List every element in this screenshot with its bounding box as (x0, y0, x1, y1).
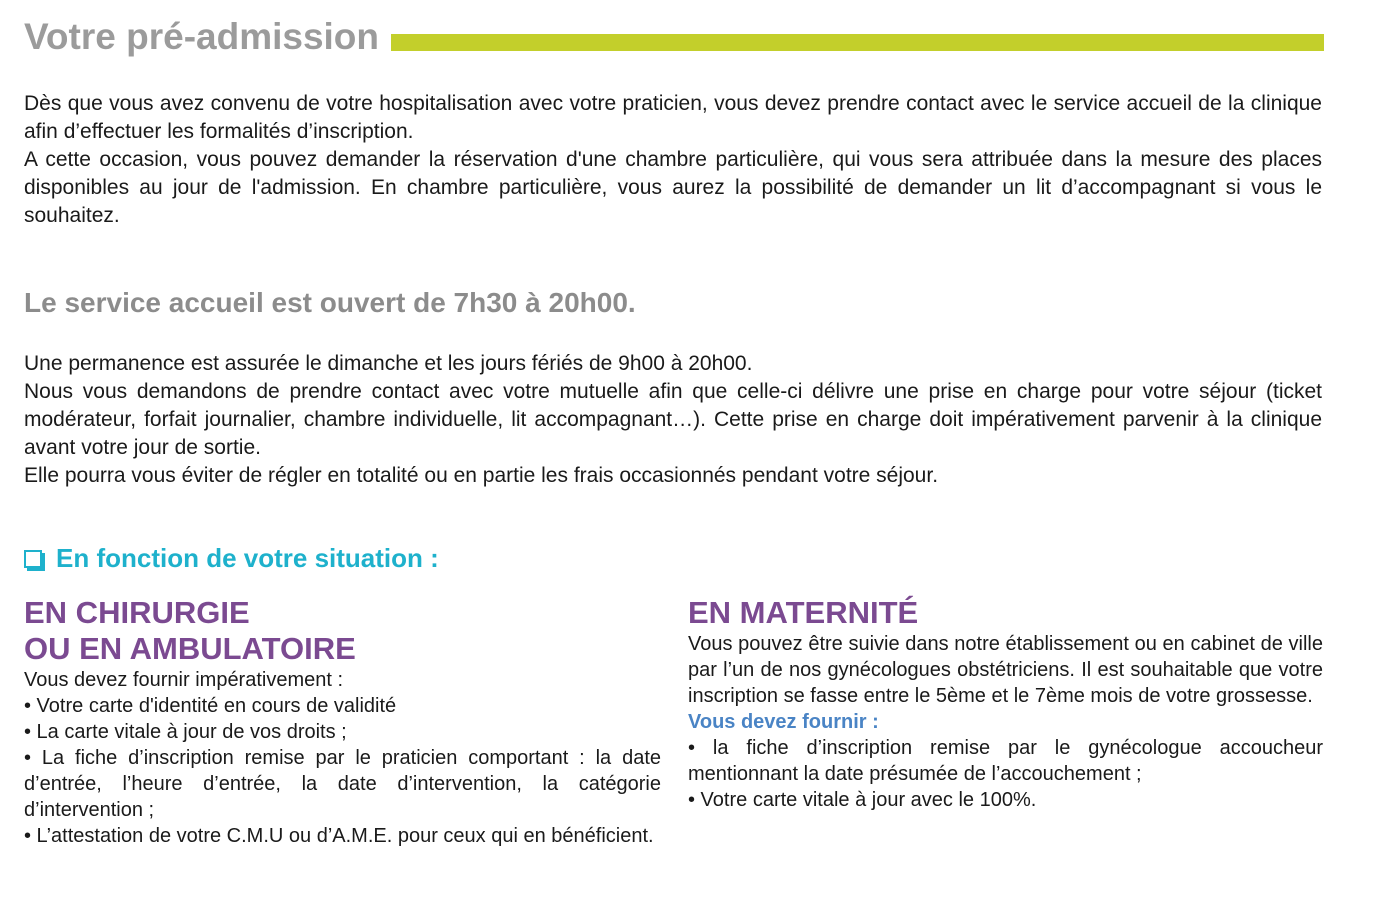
situation-title: En fonction de votre situation : (56, 543, 439, 573)
surgery-column (24, 595, 661, 849)
surgery-item: • Votre carte d'identité en cours de validité (24, 695, 397, 717)
title-row (24, 14, 1324, 60)
intro-paragraph (24, 90, 1322, 230)
maternity-item: • Votre carte vitale à jour avec le 100%. (688, 789, 1037, 811)
maternity-subtitle: Vous devez fournir : (688, 711, 879, 733)
surgery-title (24, 595, 661, 667)
maternity-title: EN MATERNITÉ (688, 595, 919, 630)
surgery-intro: Vous devez fournir impérativement : (24, 669, 344, 691)
surgery-title-line1: EN CHIRURGIE (24, 595, 250, 630)
checkbox-icon (24, 550, 42, 568)
surgery-item: • La fiche d’inscription remise par le praticien comportant : la date d’entrée, l’heure d’entrée, la date d’intervention, la catégorie d’intervention ; (24, 747, 661, 821)
permanence-paragraph (24, 350, 1322, 490)
intro-line: Dès que vous avez convenu de votre hospitalisation avec votre praticien, vous devez prendre contact avec le service accueil de la clinique afin d’effectuer les formalités d’inscription. (24, 92, 1322, 143)
maternity-body (688, 631, 1323, 813)
permanence-line: Nous vous demandons de prendre contact avec votre mutuelle afin que celle-ci délivre une prise en charge pour votre séjour (ticket modérateur, forfait journalier, chambre individuelle, lit accompagnant…). Cette prise en charge doit impérativement parvenir à la clinique avant votre jour de sortie. (24, 380, 1322, 459)
opening-hours-title: Le service accueil est ouvert de 7h30 à 20h00. (24, 287, 636, 318)
surgery-item: • L’attestation de votre C.M.U ou d’A.M.E. pour ceux qui en bénéficient. (24, 825, 654, 847)
title-accent-bar (391, 34, 1324, 51)
maternity-column (688, 595, 1323, 813)
surgery-item: • La carte vitale à jour de vos droits ; (24, 721, 347, 743)
surgery-title-line2: OU EN AMBULATOIRE (24, 631, 356, 666)
maternity-paragraph: Vous pouvez être suivie dans notre établissement ou en cabinet de ville par l’un de nos gynécologues obstétriciens. Il est souhaitable que votre inscription se fasse entre le 5ème et le 7ème mois de votre grossesse. (688, 633, 1323, 707)
permanence-line: Une permanence est assurée le dimanche et les jours fériés de 9h00 à 20h00. (24, 352, 753, 375)
surgery-body (24, 667, 661, 849)
page-title: Votre pré-admission (24, 16, 380, 57)
situation-heading (24, 540, 439, 576)
permanence-line: Elle pourra vous éviter de régler en totalité ou en partie les frais occasionnés pendant votre séjour. (24, 464, 939, 487)
intro-line: A cette occasion, vous pouvez demander la réservation d'une chambre particulière, qui vous sera attribuée dans la mesure des places disponibles au jour de l'admission. En chambre particulière, vous aurez la possibilité de demander un lit d’accompagnant si vous le souhaitez. (24, 148, 1322, 227)
maternity-item: • la fiche d’inscription remise par le gynécologue accoucheur mentionnant la date présumée de l’accouchement ; (688, 737, 1323, 785)
